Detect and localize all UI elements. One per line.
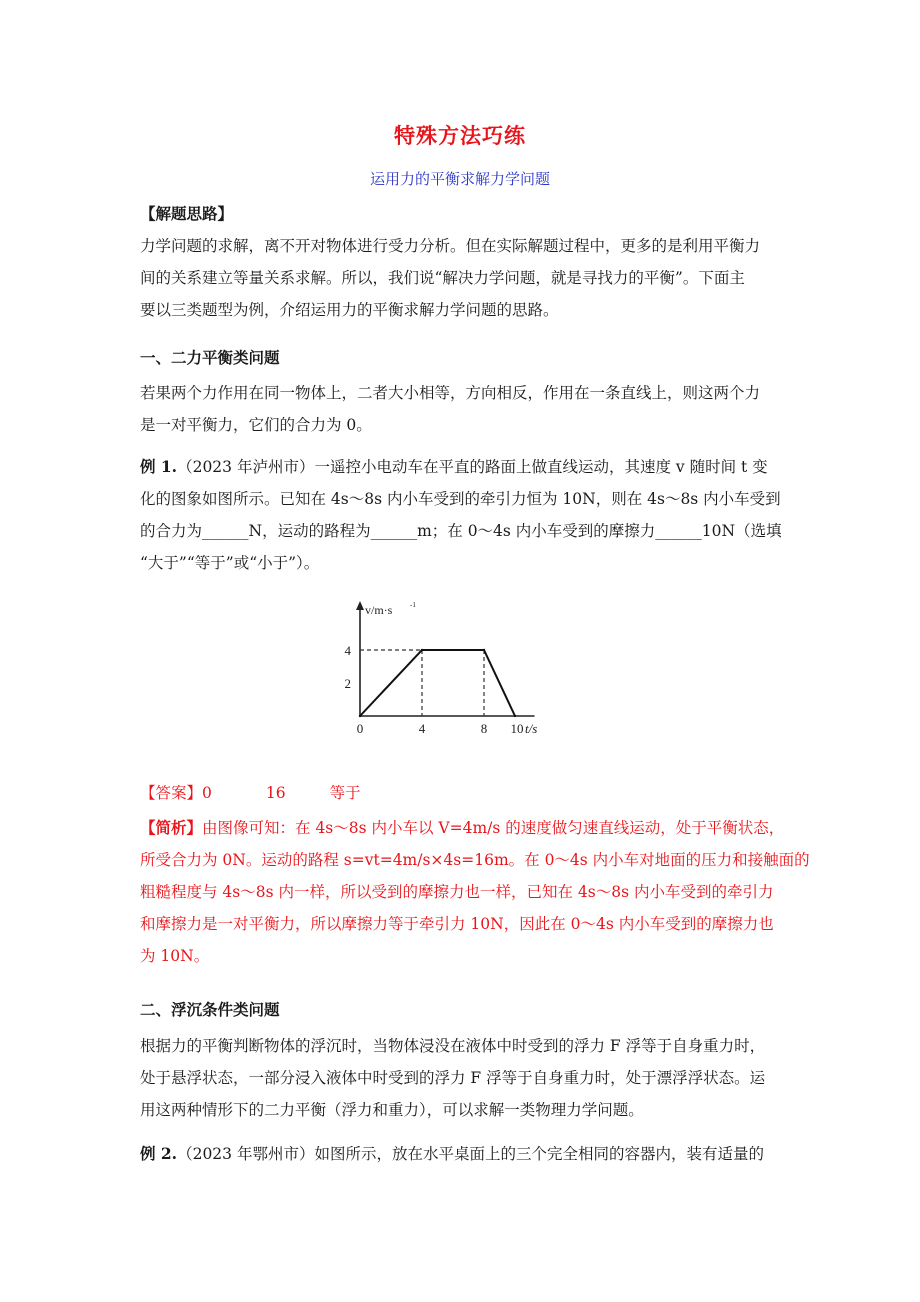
x-tick-label: 10 (510, 721, 524, 736)
answer-block (140, 777, 785, 809)
data-point (359, 715, 361, 717)
analysis-block (140, 812, 810, 972)
y-tick-label: 4 (344, 643, 351, 658)
velocity-series-line (360, 650, 515, 716)
analysis-line: 粗糙程度与 4s～8s 内一样，所以受到的摩擦力也一样，已知在 4s～8s 内小车受到的牵引力 (140, 883, 774, 901)
section1-heading: 一、二力平衡类问题 (140, 348, 280, 367)
doc-title: 特殊方法巧练 (394, 123, 526, 148)
example2-label: 例 2. (140, 1144, 178, 1163)
example1-block (140, 451, 785, 579)
example1-line: 化的图象如图所示。已知在 4s～8s 内小车受到的牵引力恒为 10N，则在 4s～8s 内小车受到 (140, 490, 781, 508)
answer-value-1: 0 (202, 784, 212, 802)
x-tick-label: 4 (418, 721, 426, 736)
analysis-line: 为 10N。 (140, 947, 210, 965)
example2-line (140, 1138, 785, 1170)
analysis-label: 【简析】 (140, 818, 203, 837)
data-point (421, 649, 423, 651)
section1-line: 是一对平衡力，它们的合力为 0。 (140, 416, 372, 434)
example1-text: （2023 年泸州市）一遥控小电动车在平直的路面上做直线运动，其速度 v 随时间 t 变 (177, 458, 768, 476)
intro-line: 间的关系建立等量关系求解。所以，我们说“解决力学问题，就是寻找力的平衡”。下面主 (140, 269, 745, 287)
analysis-line (140, 812, 785, 844)
example1-label: 例 1. (140, 457, 178, 476)
analysis-text: 由图像可知：在 4s～8s 内小车以 V=4m/s 的速度做匀速直线运动，处于平衡状态， (202, 819, 785, 837)
y-axis-label: v/m·s (365, 603, 393, 617)
answer-value-2: 16 (265, 784, 286, 802)
intro-paragraph (140, 230, 785, 326)
section2-line: 根据力的平衡判断物体的浮沉时，当物体浸没在液体中时受到的浮力 F 浮等于自身重力时， (140, 1037, 766, 1055)
data-point (514, 715, 516, 717)
velocity-time-chart (330, 598, 560, 748)
intro-heading: 【解题思路】 (140, 204, 234, 223)
analysis-line: 和摩擦力是一对平衡力，所以摩擦力等于牵引力 10N，因此在 0～4s 内小车受到的摩擦力也 (140, 915, 774, 933)
answer-value-3: 等于 (329, 784, 361, 802)
data-point (483, 649, 485, 651)
intro-line: 力学问题的求解，离不开对物体进行受力分析。但在实际解题过程中，更多的是利用平衡力 (140, 237, 761, 255)
section2-line: 处于悬浮状态，一部分浸入液体中时受到的浮力 F 浮等于自身重力时，处于漂浮浮状态。运 (140, 1069, 766, 1087)
section2-paragraph (140, 1030, 785, 1126)
doc-subtitle: 运用力的平衡求解力学问题 (369, 170, 550, 188)
x-axis-label: t/s (525, 721, 538, 736)
analysis-line: 所受合力为 0N。运动的路程 s=vt=4m/s×4s=16m。在 0～4s 内小车对地面的压力和接触面的 (140, 851, 810, 869)
section1-paragraph (140, 377, 785, 441)
y-tick-label: 2 (344, 676, 351, 691)
intro-line: 要以三类题型为例，介绍运用力的平衡求解力学问题的思路。 (140, 301, 559, 319)
section2-heading: 二、浮沉条件类问题 (140, 1000, 280, 1019)
example1-line: “大于”“等于”或“小于”）。 (140, 554, 320, 572)
y-axis-label-superscript: -1 (410, 601, 416, 609)
example1-line (140, 451, 785, 483)
example1-line: 的合力为______N，运动的路程为______m；在 0～4s 内小车受到的摩擦力______10N（选填 (140, 522, 782, 540)
section2-line: 用这两种情形下的二力平衡（浮力和重力），可以求解一类物理力学问题。 (140, 1101, 644, 1119)
x-tick-label: 8 (480, 721, 488, 736)
section1-line: 若果两个力作用在同一物体上，二者大小相等，方向相反，作用在一条直线上，则这两个力 (140, 384, 761, 402)
answer-label: 【答案】 (140, 784, 203, 802)
y-axis-arrow (356, 601, 364, 610)
x-tick-label: 0 (356, 721, 364, 736)
example2-text: （2023 年鄂州市）如图所示，放在水平桌面上的三个完全相同的容器内，装有适量的 (177, 1145, 764, 1163)
